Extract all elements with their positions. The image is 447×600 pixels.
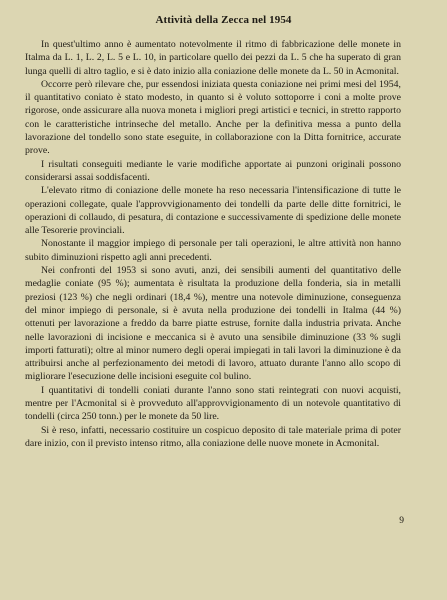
page-heading: Attività della Zecca nel 1954 (155, 14, 292, 26)
page-number: 9 (399, 516, 404, 526)
paragraph: I quantitativi di tondelli coniati durante l'anno sono stati reintegrati con nuovi acquisti, mentre per l'Acmonital si è provveduto all'approvvigionamento di un notevole quantitativo di tondelli (circa 250 tonn.) per le monete da 50 lire. (25, 384, 401, 423)
paragraph: Nonostante il maggior impiego di personale per tali operazioni, le altre attività non hanno subito diminuzioni rispetto agli anni precedenti. (25, 238, 401, 263)
paragraph: In quest'ultimo anno è aumentato notevolmente il ritmo di fabbricazione delle monete in Italma da L. 1, L. 2, L. 5 e L. 10, in particolare quello dei pezzi da L. 5 che ha superato di gran lunga quelli di altro taglio, e si è dato inizio alla coniazione delle monete da L. 50 in Acmonital. (25, 39, 401, 77)
paragraph: I risultati conseguiti mediante le varie modifiche apportate ai punzoni originali possono considerarsi assai soddisfacenti. (25, 158, 401, 183)
paragraph: Occorre però rilevare che, pur essendosi iniziata questa coniazione nei primi mesi del 1954, il quantitativo coniato è stato modesto, in quanto si è voluto sottoporre i coni a molte prove rigorose, onde assicurare alla nuova moneta i migliori pregi artistici e tecnici, in stretto rapporto con le caratteristiche intrinseche del metallo. Anche per la definitiva messa a punto della lavorazione del tondello sono state eseguite, in collaborazione con la Ditta fornitrice, accurate prove. (25, 78, 401, 157)
paragraph: Nei confronti del 1953 si sono avuti, anzi, dei sensibili aumenti del quantitativo delle medaglie coniate (95 %); aumentata è risultata la produzione della fonderia, sia in metalli preziosi (123 %) che negli ordinari (18,4 %), mentre una notevole diminuzione, conseguenza del minor impiego di personale, si è avuta nella produzione dei tondelli in Italma (44 %) ottenuti per lavorazione a freddo da barre piatte estruse, fornite dalla industria privata. Anche nelle lavorazioni di incisione e meccanica si è avuto una sensibile diminuzione (33 % sugli importi fatturati); oltre al minor numero degli operai impiegati in tali lavori la diminuzione è da attribuirsi anche al perfezionamento dei metodi di lavoro, attuato durante l'anno allo scopo di migliorare l'esecuzione delle incisioni eseguite col bulino. (25, 265, 401, 383)
body-text (25, 38, 401, 450)
paragraph: Si è reso, infatti, necessario costituire un cospicuo deposito di tale materiale prima di poter dare inizio, con il previsto intenso ritmo, alla coniazione delle nuove monete in Acmonital. (25, 424, 401, 449)
paragraph: L'elevato ritmo di coniazione delle monete ha reso necessaria l'intensificazione di tutte le operazioni collegate, quale l'approvvigionamento dei tondelli da parte delle ditte fornitrici, le operazioni di collaudo, di pesatura, di contazione e successivamente di spedizione delle monete alle Tesorerie provinciali. (25, 185, 401, 237)
